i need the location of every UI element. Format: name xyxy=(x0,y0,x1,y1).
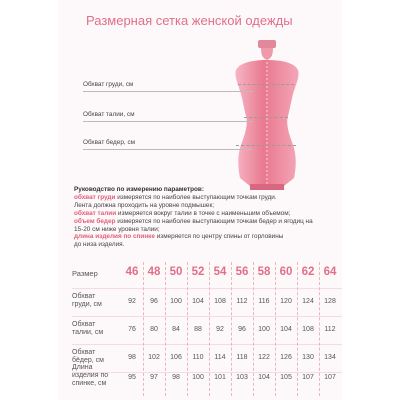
length-value: 95 xyxy=(128,374,136,381)
guide-hips-2: 15-20 см ниже уровня талии; xyxy=(74,225,160,233)
hips-row-label-line2: бёдер, см xyxy=(72,357,104,364)
bust-line xyxy=(83,91,253,92)
row-divider xyxy=(72,288,342,289)
bust-value: 104 xyxy=(192,298,204,305)
bust-row xyxy=(72,290,342,316)
hips-value: 122 xyxy=(258,354,270,361)
guide-waist-text: измеряется вокруг талии в точке с наименьшим объемом; xyxy=(116,209,291,217)
bust-value: 116 xyxy=(258,298,270,305)
size-cell: 52 xyxy=(191,266,205,278)
bust-row-label-line2: груди, см xyxy=(72,301,102,308)
size-cell: 46 xyxy=(125,266,139,278)
bust-value: 112 xyxy=(236,298,248,305)
column-divider xyxy=(165,262,166,396)
size-cell: 58 xyxy=(257,266,271,278)
length-value: 107 xyxy=(302,374,314,381)
length-value: 101 xyxy=(214,374,226,381)
bust-value: 100 xyxy=(170,298,182,305)
length-row-label-line3: спинке, см xyxy=(72,380,107,387)
size-cell: 64 xyxy=(323,266,337,278)
hips-value: 134 xyxy=(324,354,336,361)
length-value: 103 xyxy=(236,374,248,381)
length-row-label xyxy=(72,364,108,388)
length-value: 98 xyxy=(172,374,180,381)
page-title: Размерная сетка женской одежды xyxy=(86,13,293,28)
column-divider xyxy=(253,262,254,396)
length-value: 97 xyxy=(150,374,158,381)
row-divider xyxy=(72,344,342,345)
hips-value: 118 xyxy=(236,354,248,361)
row-divider xyxy=(72,316,342,317)
column-divider xyxy=(275,262,276,396)
hips-value: 130 xyxy=(302,354,314,361)
guide-length-2: до низа изделия. xyxy=(74,241,125,249)
waist-value: 112 xyxy=(324,326,336,333)
size-cell: 54 xyxy=(213,266,227,278)
waist-value: 104 xyxy=(280,326,292,333)
size-header-row xyxy=(72,266,342,284)
hips-dash xyxy=(236,145,296,146)
column-divider xyxy=(209,262,210,396)
length-value: 107 xyxy=(324,374,336,381)
waist-row xyxy=(72,318,342,344)
guide-length xyxy=(74,233,336,241)
waist-row-label-line2: талии, см xyxy=(72,329,104,336)
column-divider xyxy=(143,262,144,396)
length-value: 100 xyxy=(192,374,204,381)
waist-value: 84 xyxy=(172,326,180,333)
hips-line xyxy=(83,149,253,150)
length-row xyxy=(72,364,342,394)
length-value: 104 xyxy=(258,374,270,381)
waist-row-label xyxy=(72,321,103,337)
bust-value: 108 xyxy=(214,298,226,305)
mannequin-illustration xyxy=(228,40,306,190)
waist-value: 96 xyxy=(238,326,246,333)
hips-value: 114 xyxy=(214,354,226,361)
bust-value: 120 xyxy=(280,298,292,305)
column-divider xyxy=(319,262,320,396)
bust-label: Обхват груди, см xyxy=(83,81,134,88)
bust-dash xyxy=(238,84,294,85)
hips-label: Обхват бедер, см xyxy=(83,139,136,146)
waist-line xyxy=(83,121,253,122)
bust-row-label-line1: Обхват xyxy=(72,293,96,300)
waist-value: 108 xyxy=(302,326,314,333)
guide-heading: Руководство по измерению параметров: xyxy=(74,186,204,193)
hips-value: 106 xyxy=(170,354,182,361)
hips-value: 110 xyxy=(192,354,204,361)
waist-label: Обхват талии, см xyxy=(83,111,135,118)
bust-row-label xyxy=(72,293,102,309)
size-cell: 48 xyxy=(147,266,161,278)
size-cell: 50 xyxy=(169,266,183,278)
guide-bust-term: обхват груди xyxy=(74,193,116,201)
bust-value: 128 xyxy=(324,298,336,305)
bust-value: 96 xyxy=(150,298,158,305)
guide-length-term: длина изделия по спинке xyxy=(74,233,155,241)
waist-value: 80 xyxy=(150,326,158,333)
waist-value: 92 xyxy=(216,326,224,333)
length-row-label-line2: изделия по xyxy=(72,372,109,379)
size-cell: 60 xyxy=(279,266,293,278)
guide-hips-text: измеряется по наиболее выступающим точкам бедер и ягодиц на xyxy=(115,217,313,225)
length-row-label-line1: Длина xyxy=(72,364,93,371)
guide-length-text: измеряется по центру спины от горловины xyxy=(154,233,284,241)
hips-row-label-line1: Обхват xyxy=(72,349,96,356)
size-cell: 62 xyxy=(301,266,315,278)
waist-dash xyxy=(244,117,288,118)
guide-bust-2: Лента должна проходить на уровне подмышек; xyxy=(74,201,215,209)
waist-value: 100 xyxy=(258,326,270,333)
column-divider xyxy=(187,262,188,396)
waist-row-label-line1: Обхват xyxy=(72,321,96,328)
guide-waist xyxy=(74,210,336,218)
bust-value: 92 xyxy=(128,298,136,305)
column-divider xyxy=(231,262,232,396)
size-header-label: Размер xyxy=(72,269,98,278)
hips-value: 102 xyxy=(148,354,160,361)
guide-bust-text: измеряется по наиболее выступающим точкам груди. xyxy=(115,193,277,201)
guide-bust xyxy=(74,194,336,202)
length-value: 105 xyxy=(280,374,292,381)
bust-value: 124 xyxy=(302,298,314,305)
column-divider xyxy=(297,262,298,396)
hips-row-label xyxy=(72,349,104,365)
guide-waist-term: обхват талии xyxy=(74,209,117,217)
hips-value: 126 xyxy=(280,354,292,361)
waist-value: 88 xyxy=(194,326,202,333)
size-cell: 56 xyxy=(235,266,249,278)
guide-hips-term: объем бедер xyxy=(74,217,116,225)
waist-value: 76 xyxy=(128,326,136,333)
hips-value: 98 xyxy=(128,354,136,361)
measurement-guide xyxy=(74,186,336,249)
guide-hips xyxy=(74,218,336,226)
